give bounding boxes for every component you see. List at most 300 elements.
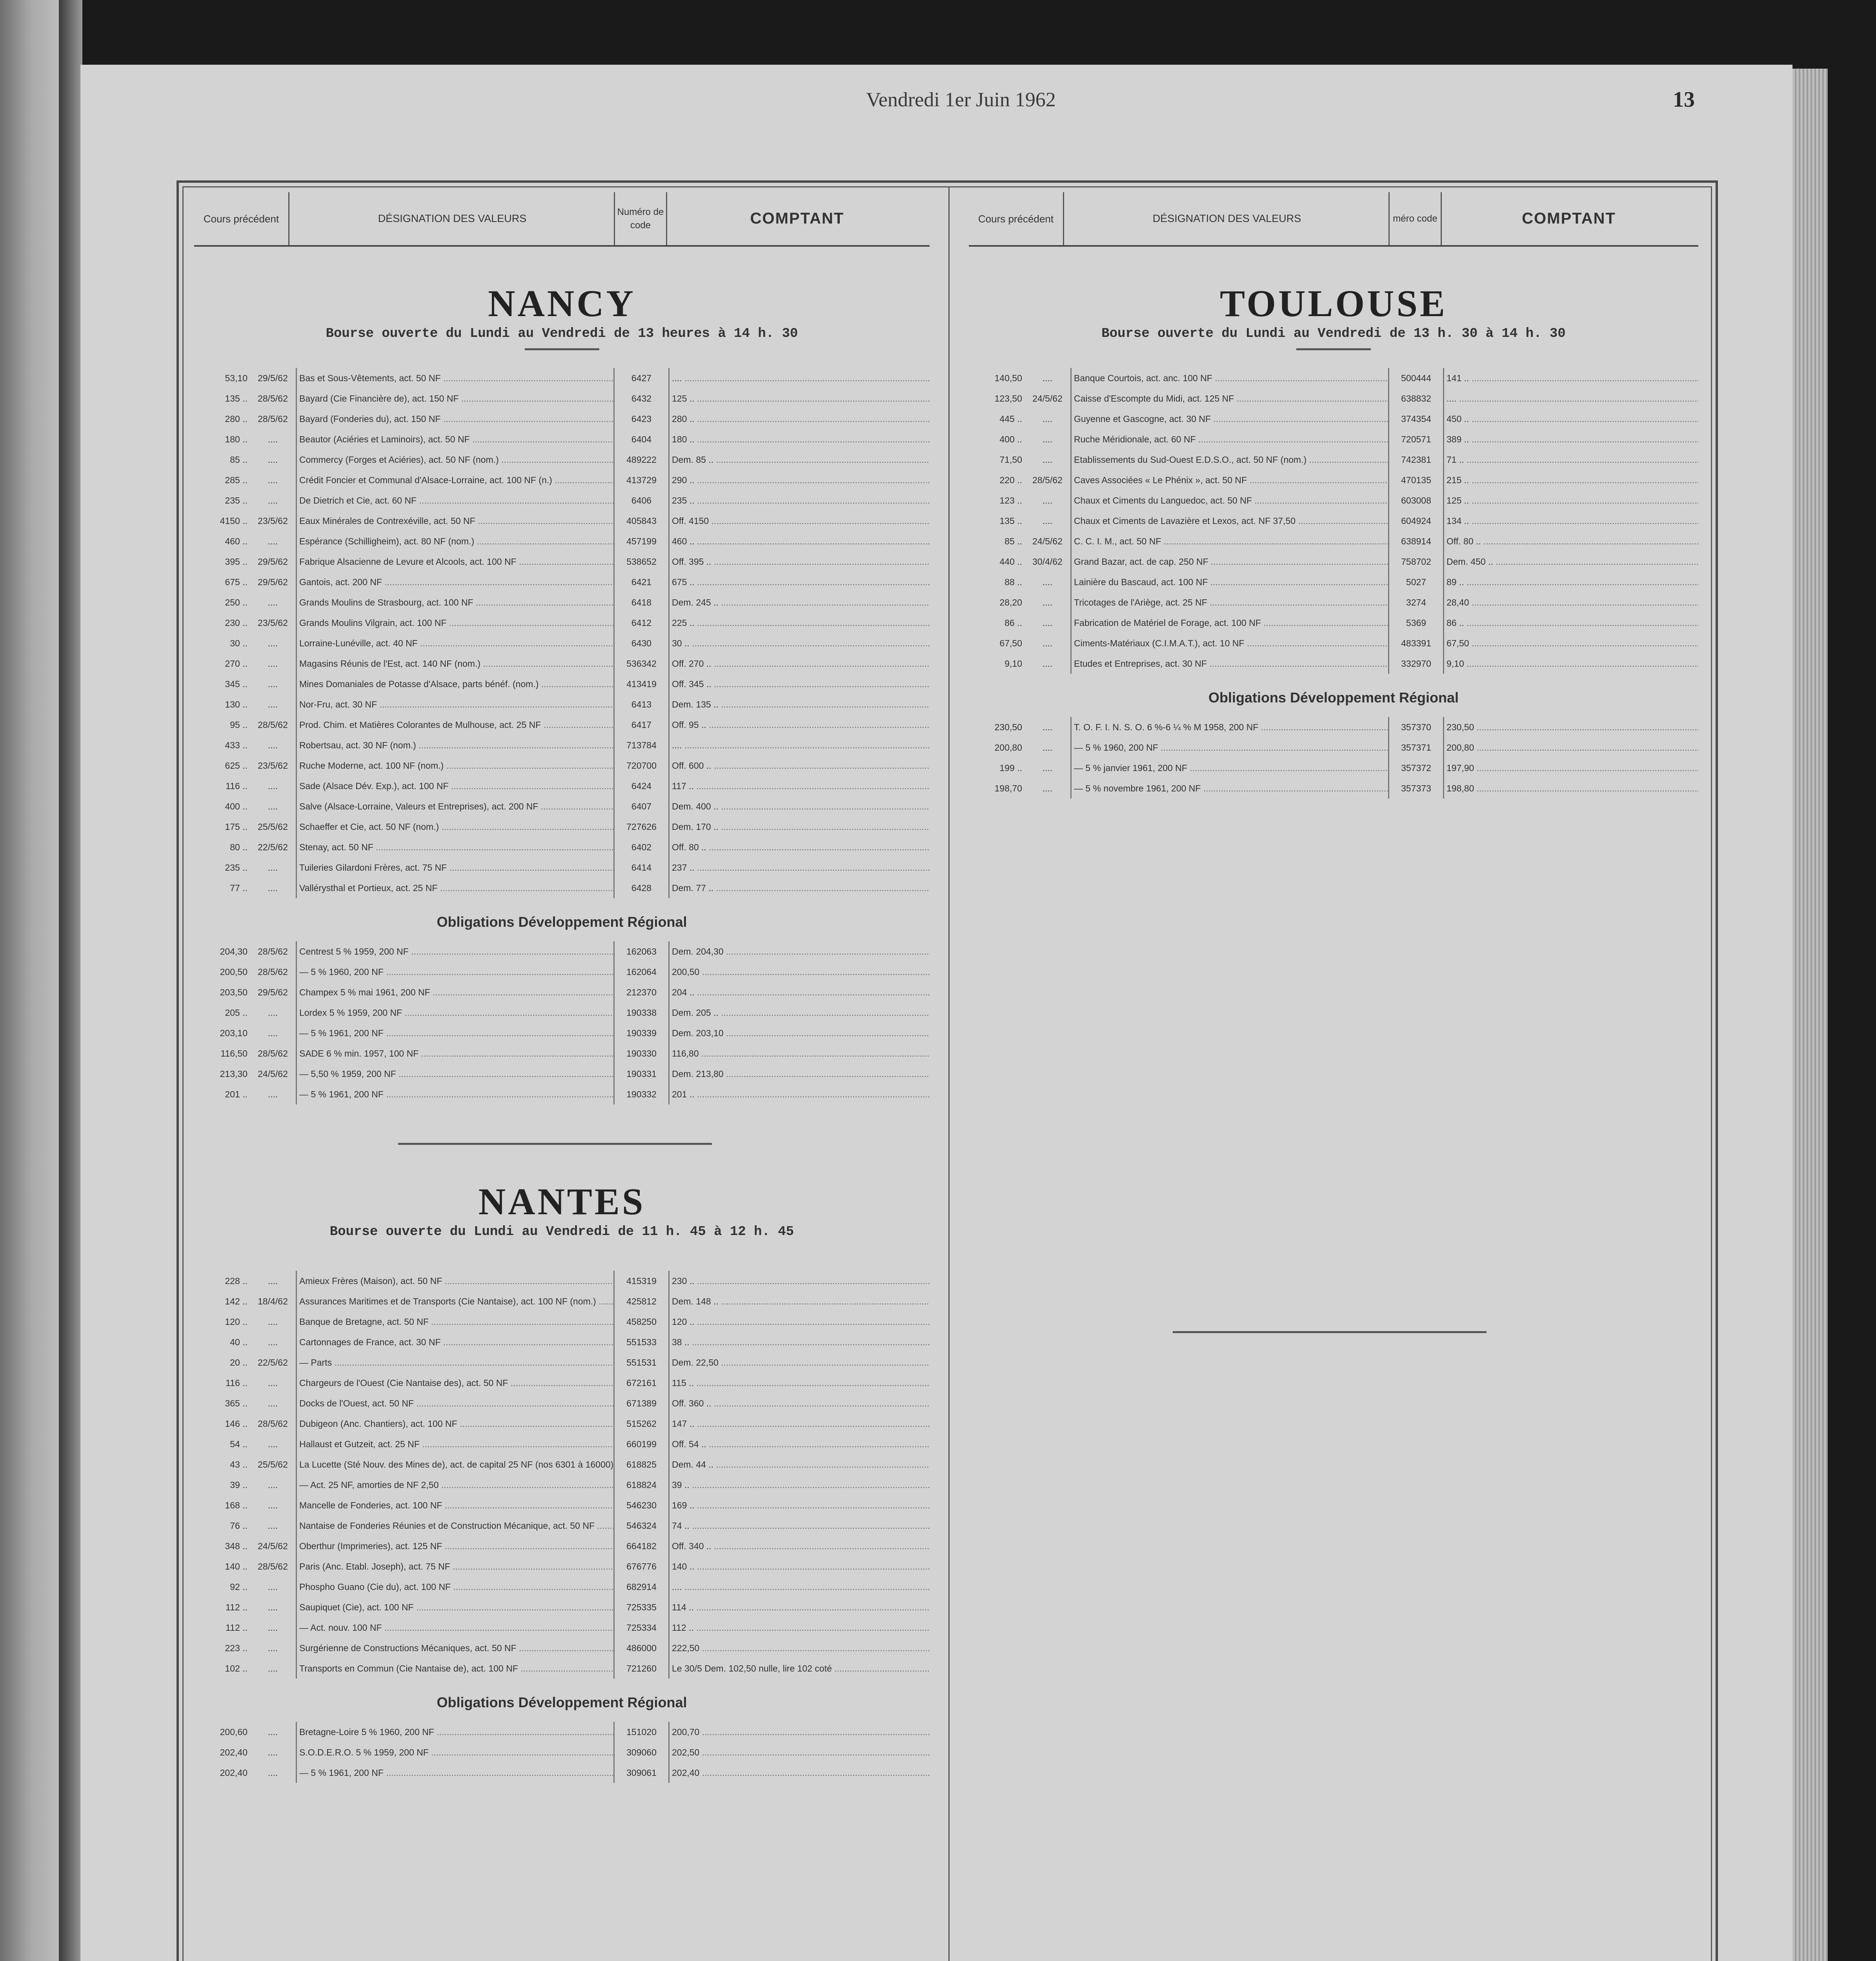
designation-cell: Guyenne et Gascogne, act. 30 NF ..... — [1071, 409, 1389, 429]
table-row — [194, 1291, 930, 1312]
designation-cell: Ciments-Matériaux (C.I.M.A.T.), act. 10 NF ..... — [1071, 633, 1389, 653]
designation-cell: Ruche Méridionale, act. 60 NF ..... — [1071, 429, 1389, 449]
code-cell: 457199 — [614, 531, 669, 551]
designation-cell: Oberthur (Imprimeries), act. 125 NF ..... — [297, 1536, 614, 1556]
designation-cell: Chaux et Ciments de Lavazière et Lexos, act. NF 37,50 ..... — [1071, 511, 1389, 531]
code-cell: 603008 — [1389, 490, 1444, 511]
table-row — [969, 368, 1698, 388]
date-cell: .... — [1042, 454, 1053, 465]
session-hours-nancy: Bourse ouverte du Lundi au Vendredi de 13 heures à 14 h. 30 — [326, 326, 798, 341]
code-cell: 332970 — [1389, 653, 1444, 674]
comptant-cell: Dem. 170 .. ..... — [669, 817, 930, 837]
designation-cell: Caisse d'Escompte du Midi, act. 125 NF ..... — [1071, 388, 1389, 409]
designation-cell: Vallérysthal et Portieux, act. 25 NF ..... — [297, 878, 614, 898]
comptant-cell: Dem. 77 .. ..... — [669, 878, 930, 898]
cours-precedent-cell: 130 .. — [225, 699, 247, 709]
comptant-cell: 200,50 ..... — [669, 962, 930, 982]
code-cell: 725335 — [614, 1597, 669, 1617]
designation-cell: Bretagne-Loire 5 % 1960, 200 NF ..... — [297, 1722, 614, 1742]
code-cell: 638914 — [1389, 531, 1444, 551]
cours-precedent-cell: 223 .. — [225, 1643, 247, 1653]
cours-precedent-cell: 116,50 — [220, 1048, 247, 1059]
code-cell: 6404 — [614, 429, 669, 449]
code-cell: 413729 — [614, 470, 669, 490]
code-cell: 6421 — [614, 572, 669, 592]
table-row — [194, 592, 930, 613]
comptant-cell: Dem. 205 .. ..... — [669, 1002, 930, 1023]
table-row — [194, 1023, 930, 1043]
date-cell: .... — [267, 1398, 278, 1408]
table-row — [969, 737, 1698, 758]
cours-precedent-cell: 202,40 — [220, 1747, 247, 1757]
cours-precedent-cell: 213,30 — [220, 1068, 247, 1079]
designation-cell: Grands Moulins Vilgrain, act. 100 NF ..... — [297, 613, 614, 633]
session-hours-toulouse: Bourse ouverte du Lundi au Vendredi de 13 h. 30 à 14 h. 30 — [1101, 326, 1566, 341]
date-cell: .... — [1042, 722, 1053, 732]
cours-precedent-cell: 345 .. — [225, 679, 247, 689]
table-row — [194, 572, 930, 592]
designation-cell: — Act. 25 NF, amorties de NF 2,50 ..... — [297, 1475, 614, 1495]
date-cell: .... — [267, 1726, 278, 1737]
cours-precedent-cell: 123,50 — [994, 393, 1022, 404]
date-cell: 28/5/62 — [258, 1048, 288, 1059]
section-separator — [1173, 1331, 1487, 1333]
code-cell: 190331 — [614, 1064, 669, 1084]
table-row — [194, 490, 930, 511]
table-row — [194, 1515, 930, 1536]
designation-cell: SADE 6 % min. 1957, 100 NF ..... — [297, 1043, 614, 1064]
table-row — [194, 694, 930, 715]
designation-cell: Paris (Anc. Etabl. Joseph), act. 75 NF ..... — [297, 1556, 614, 1577]
comptant-cell: 200,80 ..... — [1444, 737, 1699, 758]
designation-cell: Fabrication de Matériel de Forage, act. 100 NF ..... — [1071, 613, 1389, 633]
comptant-cell: .... ..... — [1444, 388, 1699, 409]
code-cell: 720700 — [614, 755, 669, 776]
designation-cell: Chaux et Ciments du Languedoc, act. 50 NF ..... — [1071, 490, 1389, 511]
code-cell: 6418 — [614, 592, 669, 613]
designation-cell: — 5 % janvier 1961, 200 NF ..... — [1071, 758, 1389, 778]
header-cours-precedent: Cours précédent — [978, 213, 1054, 225]
code-cell: 500444 — [1389, 368, 1444, 388]
cours-precedent-cell: 460 .. — [225, 536, 247, 546]
table-row — [194, 755, 930, 776]
cours-precedent-cell: 440 .. — [999, 556, 1022, 567]
designation-cell: Salve (Alsace-Lorraine, Valeurs et Entreprises), act. 200 NF ..... — [297, 796, 614, 817]
table-row — [194, 1577, 930, 1597]
designation-cell: Tricotages de l'Ariège, act. 25 NF ..... — [1071, 592, 1389, 613]
code-cell: 413419 — [614, 674, 669, 694]
designation-cell: Lainière du Bascaud, act. 100 NF ..... — [1071, 572, 1389, 592]
header-code: Numéro de code — [614, 192, 667, 245]
cours-precedent-cell: 142 .. — [225, 1296, 247, 1306]
comptant-cell: 215 .. ..... — [1444, 470, 1699, 490]
date-cell: .... — [267, 882, 278, 893]
date-cell: 23/5/62 — [258, 760, 288, 771]
code-cell: 546230 — [614, 1495, 669, 1515]
code-cell: 6427 — [614, 368, 669, 388]
table-row — [969, 717, 1698, 737]
cours-precedent-cell: 400 .. — [999, 434, 1022, 444]
cours-precedent-cell: 675 .. — [225, 577, 247, 587]
cours-precedent-cell: 220 .. — [999, 475, 1022, 485]
date-cell: 24/5/62 — [258, 1541, 288, 1551]
code-cell: 415319 — [614, 1271, 669, 1291]
code-cell: 405843 — [614, 511, 669, 531]
comptant-cell: Dem. 22,50 ..... — [669, 1352, 930, 1373]
designation-cell: Bas et Sous-Vêtements, act. 50 NF ..... — [297, 368, 614, 388]
header-comptant: COMPTANT — [1522, 210, 1616, 227]
designation-cell: Lordex 5 % 1959, 200 NF ..... — [297, 1002, 614, 1023]
designation-cell: — 5 % novembre 1961, 200 NF ..... — [1071, 778, 1389, 799]
table-row — [194, 409, 930, 429]
header-code: méro code — [1388, 192, 1442, 245]
code-cell: 6424 — [614, 776, 669, 796]
designation-cell: Beautor (Aciéries et Laminoirs), act. 50 NF ..... — [297, 429, 614, 449]
table-row — [194, 1312, 930, 1332]
comptant-cell: 9,10 ..... — [1444, 653, 1699, 674]
designation-cell: Robertsau, act. 30 NF (nom.) ..... — [297, 735, 614, 755]
date-cell: 22/5/62 — [258, 1357, 288, 1368]
comptant-cell: Off. 270 .. ..... — [669, 653, 930, 674]
cours-precedent-cell: 140,50 — [994, 373, 1022, 383]
designation-cell: — 5 % 1961, 200 NF ..... — [297, 1023, 614, 1043]
table-row — [194, 551, 930, 572]
designation-cell: Champex 5 % mai 1961, 200 NF ..... — [297, 982, 614, 1002]
code-cell: 357372 — [1389, 758, 1444, 778]
date-cell: .... — [1042, 413, 1053, 424]
cours-precedent-cell: 9,10 — [1004, 658, 1022, 669]
comptant-cell: Off. 80 .. ..... — [1444, 531, 1699, 551]
table-row — [194, 449, 930, 470]
table-row — [194, 1597, 930, 1617]
date-cell: 28/5/62 — [258, 966, 288, 977]
table-row — [194, 796, 930, 817]
cours-precedent-cell: 200,50 — [220, 966, 247, 977]
table-row — [194, 674, 930, 694]
date-cell: .... — [267, 597, 278, 608]
designation-cell: Banque Courtois, act. anc. 100 NF ..... — [1071, 368, 1389, 388]
designation-cell: Phospho Guano (Cie du), act. 100 NF ..... — [297, 1577, 614, 1597]
cours-precedent-cell: 123 .. — [999, 495, 1022, 506]
table-row — [969, 388, 1698, 409]
date-cell: .... — [267, 1316, 278, 1327]
designation-cell: Commercy (Forges et Aciéries), act. 50 NF (nom.) ..... — [297, 449, 614, 470]
designation-cell: Bayard (Cie Financière de), act. 150 NF ..... — [297, 388, 614, 409]
cours-precedent-cell: 20 .. — [230, 1357, 247, 1368]
code-cell: 727626 — [614, 817, 669, 837]
cours-precedent-cell: 205 .. — [225, 1007, 247, 1018]
designation-cell: — 5 % 1960, 200 NF ..... — [297, 962, 614, 982]
table-row — [194, 982, 930, 1002]
date-cell: .... — [267, 740, 278, 750]
date-cell: .... — [1042, 434, 1053, 444]
cours-precedent-cell: 102 .. — [225, 1663, 247, 1674]
comptant-cell: 28,40 ..... — [1444, 592, 1699, 613]
designation-cell: Crédit Foncier et Communal d'Alsace-Lorraine, act. 100 NF (n.) ..... — [297, 470, 614, 490]
comptant-cell: 675 .. ..... — [669, 572, 930, 592]
designation-cell: Grand Bazar, act. de cap. 250 NF ..... — [1071, 551, 1389, 572]
comptant-cell: 237 .. ..... — [669, 857, 930, 878]
code-cell: 486000 — [614, 1638, 669, 1658]
date-cell: .... — [267, 1007, 278, 1018]
code-cell: 162063 — [614, 941, 669, 962]
subheading-obligations-nancy: Obligations Développement Régional — [437, 914, 687, 930]
comptant-cell: 225 .. ..... — [669, 613, 930, 633]
date-cell: .... — [1042, 762, 1053, 773]
table-row — [194, 1413, 930, 1434]
quotes-table-nancy — [194, 368, 930, 898]
table-row — [194, 1434, 930, 1454]
code-cell: 671389 — [614, 1393, 669, 1413]
code-cell: 489222 — [614, 449, 669, 470]
cours-precedent-cell: 168 .. — [225, 1500, 247, 1510]
subheading-obligations-toulouse: Obligations Développement Régional — [1208, 689, 1459, 706]
code-cell: 190339 — [614, 1023, 669, 1043]
comptant-cell: Dem. 148 .. ..... — [669, 1291, 930, 1312]
comptant-cell: 112 .. ..... — [669, 1617, 930, 1638]
designation-cell: Assurances Maritimes et de Transports (Cie Nantaise), act. 100 NF (nom.) ..... — [297, 1291, 614, 1312]
comptant-cell: Dem. 204,30 ..... — [669, 941, 930, 962]
cours-precedent-cell: 30 .. — [230, 638, 247, 648]
comptant-cell: 202,40 ..... — [669, 1763, 930, 1783]
code-cell: 6414 — [614, 857, 669, 878]
cours-precedent-cell: 365 .. — [225, 1398, 247, 1408]
cours-precedent-cell: 203,50 — [220, 987, 247, 997]
table-row — [194, 1332, 930, 1352]
table-row — [194, 837, 930, 857]
date-cell: .... — [1042, 577, 1053, 587]
table-row — [194, 1617, 930, 1638]
comptant-cell: 89 .. ..... — [1444, 572, 1699, 592]
table-row — [194, 1475, 930, 1495]
cours-precedent-cell: 80 .. — [230, 842, 247, 852]
date-cell: .... — [267, 536, 278, 546]
table-row — [194, 1064, 930, 1084]
code-cell: 6412 — [614, 613, 669, 633]
designation-cell: Bayard (Fonderies du), act. 150 NF ..... — [297, 409, 614, 429]
date-cell: 28/5/62 — [258, 719, 288, 730]
date-cell: .... — [267, 1521, 278, 1531]
comptant-cell: Off. 340 .. ..... — [669, 1536, 930, 1556]
table-row — [194, 857, 930, 878]
code-cell: 5369 — [1389, 613, 1444, 633]
cours-precedent-cell: 76 .. — [230, 1521, 247, 1531]
table-row — [194, 1352, 930, 1373]
date-cell: .... — [1042, 658, 1053, 669]
table-row — [194, 1002, 930, 1023]
date-cell: 22/5/62 — [258, 842, 288, 852]
comptant-cell: 280 .. ..... — [669, 409, 930, 429]
date-cell: .... — [267, 638, 278, 648]
designation-cell: De Dietrich et Cie, act. 60 NF ..... — [297, 490, 614, 511]
designation-cell: Schaeffer et Cie, act. 50 NF (nom.) ..... — [297, 817, 614, 837]
date-cell: .... — [1042, 597, 1053, 608]
comptant-cell: 147 .. ..... — [669, 1413, 930, 1434]
designation-cell: Espérance (Schilligheim), act. 80 NF (nom.) ..... — [297, 531, 614, 551]
cours-precedent-cell: 202,40 — [220, 1767, 247, 1778]
comptant-cell: 197,90 ..... — [1444, 758, 1699, 778]
designation-cell: Eaux Minérales de Contrexéville, act. 50 NF ..... — [297, 511, 614, 531]
comptant-cell: .... ..... — [669, 1577, 930, 1597]
left-column — [194, 192, 930, 1783]
table-row — [194, 817, 930, 837]
code-cell: 546324 — [614, 1515, 669, 1536]
bonds-table-nantes — [194, 1722, 930, 1783]
cours-precedent-cell: 180 .. — [225, 434, 247, 444]
date-cell: 28/5/62 — [258, 1561, 288, 1572]
code-cell: 425812 — [614, 1291, 669, 1312]
code-cell: 6406 — [614, 490, 669, 511]
column-divider — [948, 187, 950, 1961]
comptant-cell: 125 .. ..... — [1444, 490, 1699, 511]
code-cell: 676776 — [614, 1556, 669, 1577]
code-cell: 672161 — [614, 1373, 669, 1393]
table-row — [194, 878, 930, 898]
comptant-cell: 290 .. ..... — [669, 470, 930, 490]
cours-precedent-cell: 146 .. — [225, 1418, 247, 1429]
designation-cell: Magasins Réunis de l'Est, act. 140 NF (nom.) ..... — [297, 653, 614, 674]
comptant-cell: 67,50 ..... — [1444, 633, 1699, 653]
code-cell: 6413 — [614, 694, 669, 715]
designation-cell: Centrest 5 % 1959, 200 NF ..... — [297, 941, 614, 962]
date-cell: .... — [267, 658, 278, 669]
comptant-cell: 71 .. ..... — [1444, 449, 1699, 470]
date-cell: .... — [267, 434, 278, 444]
cours-precedent-cell: 4150 .. — [220, 515, 247, 526]
code-cell: 660199 — [614, 1434, 669, 1454]
designation-cell: Ruche Moderne, act. 100 NF (nom.) ..... — [297, 755, 614, 776]
city-title-toulouse: TOULOUSE — [1220, 282, 1447, 324]
comptant-cell: Dem. 85 .. ..... — [669, 449, 930, 470]
cours-precedent-cell: 85 .. — [230, 454, 247, 465]
date-cell: 23/5/62 — [258, 515, 288, 526]
date-cell: .... — [267, 801, 278, 811]
table-row — [194, 1271, 930, 1291]
designation-cell: Etudes et Entreprises, act. 30 NF ..... — [1071, 653, 1389, 674]
designation-cell: — 5 % 1961, 200 NF ..... — [297, 1084, 614, 1104]
code-cell: 190338 — [614, 1002, 669, 1023]
code-cell: 357371 — [1389, 737, 1444, 758]
table-row — [969, 778, 1698, 799]
date-cell: .... — [267, 1767, 278, 1778]
comptant-cell: 115 .. ..... — [669, 1373, 930, 1393]
cours-precedent-cell: 116 .. — [226, 1377, 247, 1388]
date-cell: .... — [267, 1622, 278, 1633]
comptant-cell: 200,70 ..... — [669, 1722, 930, 1742]
designation-cell: Tuileries Gilardoni Frères, act. 75 NF ..... — [297, 857, 614, 878]
date-cell: 24/5/62 — [1032, 393, 1063, 404]
code-cell: 6432 — [614, 388, 669, 409]
date-cell: .... — [267, 1377, 278, 1388]
comptant-cell: 117 .. ..... — [669, 776, 930, 796]
comptant-cell: Dem. 400 .. ..... — [669, 796, 930, 817]
designation-cell: — 5 % 1960, 200 NF ..... — [1071, 737, 1389, 758]
date-cell: 29/5/62 — [258, 556, 288, 567]
cours-precedent-cell: 198,70 — [994, 783, 1022, 793]
header-designation: DÉSIGNATION DES VALEURS — [1063, 192, 1390, 245]
designation-cell: Etablissements du Sud-Ouest E.D.S.O., act. 50 NF (nom.) ..... — [1071, 449, 1389, 470]
table-row — [194, 1722, 930, 1742]
designation-cell: Banque de Bretagne, act. 50 NF ..... — [297, 1312, 614, 1332]
comptant-cell: 120 .. ..... — [669, 1312, 930, 1332]
cours-precedent-cell: 203,10 — [220, 1028, 247, 1038]
code-cell: 6430 — [614, 633, 669, 653]
quotes-table-toulouse — [969, 368, 1698, 674]
date-cell: 29/5/62 — [258, 987, 288, 997]
table-row — [194, 941, 930, 962]
code-cell: 664182 — [614, 1536, 669, 1556]
comptant-cell: 235 .. ..... — [669, 490, 930, 511]
date-cell: 23/5/62 — [258, 617, 288, 628]
cours-precedent-cell: 348 .. — [225, 1541, 247, 1551]
comptant-cell: 140 .. ..... — [669, 1556, 930, 1577]
comptant-cell: Dem. 245 .. ..... — [669, 592, 930, 613]
comptant-cell: 204 .. ..... — [669, 982, 930, 1002]
date-cell: .... — [267, 1337, 278, 1347]
comptant-cell: Le 30/5 Dem. 102,50 nulle, lire 102 coté ..... — [669, 1658, 930, 1679]
designation-cell: Fabrique Alsacienne de Levure et Alcools, act. 100 NF ..... — [297, 551, 614, 572]
subheading-obligations-nantes: Obligations Développement Régional — [437, 1694, 687, 1710]
designation-cell: Mines Domaniales de Potasse d'Alsace, parts bénéf. (nom.) ..... — [297, 674, 614, 694]
right-column — [969, 192, 1698, 1333]
table-row — [194, 1658, 930, 1679]
code-cell: 190332 — [614, 1084, 669, 1104]
code-cell: 604924 — [1389, 511, 1444, 531]
code-cell: 638832 — [1389, 388, 1444, 409]
cours-precedent-cell: 175 .. — [225, 821, 247, 832]
cours-precedent-cell: 43 .. — [230, 1459, 247, 1470]
comptant-cell: .... ..... — [669, 368, 930, 388]
table-row — [194, 613, 930, 633]
designation-cell: Hallaust et Gutzeit, act. 25 NF ..... — [297, 1434, 614, 1454]
date-cell: .... — [1042, 617, 1053, 628]
comptant-cell: Off. 80 .. ..... — [669, 837, 930, 857]
table-row — [969, 653, 1698, 674]
table-row — [969, 449, 1698, 470]
bonds-table-toulouse — [969, 717, 1698, 799]
table-row — [194, 368, 930, 388]
date-cell: .... — [267, 1602, 278, 1612]
designation-cell: Amieux Frères (Maison), act. 50 NF ..... — [297, 1271, 614, 1291]
book-gutter — [59, 0, 82, 1961]
comptant-cell: 460 .. ..... — [669, 531, 930, 551]
code-cell: 758702 — [1389, 551, 1444, 572]
date-cell: 29/5/62 — [258, 373, 288, 383]
date-cell: .... — [267, 454, 278, 465]
code-cell: 6402 — [614, 837, 669, 857]
table-row — [194, 511, 930, 531]
column-header-right — [969, 192, 1698, 247]
code-cell: 5027 — [1389, 572, 1444, 592]
comptant-cell: Dem. 44 .. ..... — [669, 1454, 930, 1475]
code-cell: 713784 — [614, 735, 669, 755]
running-head-date: Vendredi 1er Juin 1962 — [866, 89, 1056, 111]
code-cell: 618825 — [614, 1454, 669, 1475]
date-cell: .... — [267, 1028, 278, 1038]
table-row — [194, 633, 930, 653]
comptant-cell: Dem. 203,10 ..... — [669, 1023, 930, 1043]
cours-precedent-cell: 199 .. — [999, 762, 1022, 773]
header-cours-precedent: Cours précédent — [203, 213, 279, 225]
table-row — [194, 1454, 930, 1475]
comptant-cell: Dem. 213,80 ..... — [669, 1064, 930, 1084]
cours-precedent-cell: 285 .. — [225, 475, 247, 485]
table-row — [969, 572, 1698, 592]
comptant-cell: 86 .. ..... — [1444, 613, 1699, 633]
code-cell: 6407 — [614, 796, 669, 817]
date-cell: 29/5/62 — [258, 577, 288, 587]
code-cell: 458250 — [614, 1312, 669, 1332]
